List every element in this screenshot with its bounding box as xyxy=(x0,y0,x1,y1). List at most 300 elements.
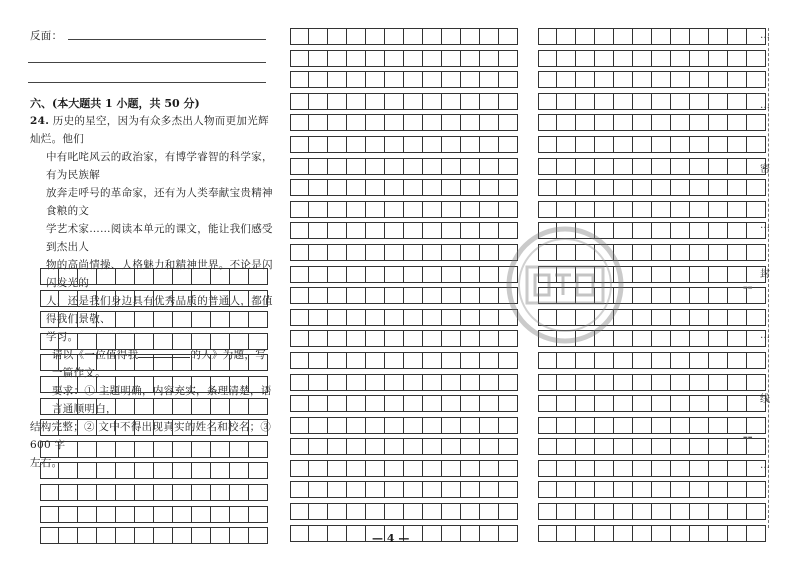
grid-cell[interactable] xyxy=(595,71,614,88)
grid-cell[interactable] xyxy=(633,222,652,239)
grid-cell[interactable] xyxy=(423,222,442,239)
grid-cell[interactable] xyxy=(442,50,461,67)
grid-cell[interactable] xyxy=(747,503,766,520)
grid-cell[interactable] xyxy=(366,244,385,261)
grid-cell[interactable] xyxy=(442,352,461,369)
grid-cell[interactable] xyxy=(557,503,576,520)
grid-cell[interactable] xyxy=(290,71,309,88)
grid-cell[interactable] xyxy=(97,354,116,371)
grid-cell[interactable] xyxy=(538,352,557,369)
grid-cell[interactable] xyxy=(328,201,347,218)
grid-cell[interactable] xyxy=(652,287,671,304)
grid-cell[interactable] xyxy=(366,114,385,131)
grid-cell[interactable] xyxy=(633,136,652,153)
grid-cell[interactable] xyxy=(557,201,576,218)
grid-cell[interactable] xyxy=(173,527,192,544)
grid-cell[interactable] xyxy=(614,158,633,175)
grid-cell[interactable] xyxy=(461,179,480,196)
grid-cell[interactable] xyxy=(747,71,766,88)
grid-cell[interactable] xyxy=(633,71,652,88)
grid-cell[interactable] xyxy=(192,354,211,371)
grid-cell[interactable] xyxy=(461,201,480,218)
grid-cell[interactable] xyxy=(309,93,328,110)
grid-cell[interactable] xyxy=(633,352,652,369)
grid-cell[interactable] xyxy=(557,438,576,455)
grid-cell[interactable] xyxy=(230,376,249,393)
grid-cell[interactable] xyxy=(671,287,690,304)
grid-cell[interactable] xyxy=(385,158,404,175)
grid-cell[interactable] xyxy=(442,525,461,542)
grid-cell[interactable] xyxy=(59,290,78,307)
grid-cell[interactable] xyxy=(404,158,423,175)
grid-cell[interactable] xyxy=(442,481,461,498)
grid-cell[interactable] xyxy=(385,50,404,67)
grid-cell[interactable] xyxy=(538,179,557,196)
grid-cell[interactable] xyxy=(366,28,385,45)
grid-cell[interactable] xyxy=(78,419,97,436)
grid-cell[interactable] xyxy=(480,158,499,175)
grid-cell[interactable] xyxy=(290,179,309,196)
grid-cell[interactable] xyxy=(423,158,442,175)
grid-cell[interactable] xyxy=(709,93,728,110)
grid-cell[interactable] xyxy=(404,330,423,347)
grid-cell[interactable] xyxy=(192,419,211,436)
grid-cell[interactable] xyxy=(173,311,192,328)
grid-cell[interactable] xyxy=(652,179,671,196)
grid-cell[interactable] xyxy=(78,527,97,544)
grid-cell[interactable] xyxy=(480,417,499,434)
grid-cell[interactable] xyxy=(328,352,347,369)
grid-cell[interactable] xyxy=(423,460,442,477)
grid-cell[interactable] xyxy=(40,268,59,285)
grid-cell[interactable] xyxy=(499,395,518,412)
grid-cell[interactable] xyxy=(671,460,690,477)
grid-cell[interactable] xyxy=(728,395,747,412)
grid-cell[interactable] xyxy=(173,333,192,350)
grid-cell[interactable] xyxy=(404,28,423,45)
grid-cell[interactable] xyxy=(290,50,309,67)
grid-cell[interactable] xyxy=(633,201,652,218)
grid-cell[interactable] xyxy=(480,438,499,455)
grid-cell[interactable] xyxy=(173,376,192,393)
grid-cell[interactable] xyxy=(652,266,671,283)
grid-cell[interactable] xyxy=(557,28,576,45)
grid-cell[interactable] xyxy=(423,93,442,110)
grid-cell[interactable] xyxy=(671,201,690,218)
grid-cell[interactable] xyxy=(230,441,249,458)
grid-cell[interactable] xyxy=(404,417,423,434)
answer-line[interactable] xyxy=(28,82,266,83)
grid-cell[interactable] xyxy=(192,484,211,501)
grid-cell[interactable] xyxy=(690,460,709,477)
grid-cell[interactable] xyxy=(309,525,328,542)
grid-cell[interactable] xyxy=(633,114,652,131)
grid-cell[interactable] xyxy=(595,158,614,175)
grid-cell[interactable] xyxy=(576,481,595,498)
grid-cell[interactable] xyxy=(347,525,366,542)
grid-cell[interactable] xyxy=(442,309,461,326)
grid-cell[interactable] xyxy=(347,244,366,261)
grid-cell[interactable] xyxy=(347,266,366,283)
grid-cell[interactable] xyxy=(366,158,385,175)
grid-cell[interactable] xyxy=(614,201,633,218)
grid-cell[interactable] xyxy=(135,311,154,328)
grid-cell[interactable] xyxy=(728,71,747,88)
grid-cell[interactable] xyxy=(709,395,728,412)
grid-cell[interactable] xyxy=(290,503,309,520)
grid-cell[interactable] xyxy=(211,354,230,371)
grid-cell[interactable] xyxy=(347,201,366,218)
grid-cell[interactable] xyxy=(480,309,499,326)
grid-cell[interactable] xyxy=(404,244,423,261)
grid-cell[interactable] xyxy=(309,309,328,326)
grid-cell[interactable] xyxy=(690,287,709,304)
grid-cell[interactable] xyxy=(499,71,518,88)
grid-cell[interactable] xyxy=(135,333,154,350)
grid-cell[interactable] xyxy=(576,503,595,520)
grid-cell[interactable] xyxy=(135,462,154,479)
grid-cell[interactable] xyxy=(480,50,499,67)
grid-cell[interactable] xyxy=(652,93,671,110)
grid-cell[interactable] xyxy=(633,503,652,520)
grid-cell[interactable] xyxy=(595,395,614,412)
grid-cell[interactable] xyxy=(154,462,173,479)
grid-cell[interactable] xyxy=(557,525,576,542)
grid-cell[interactable] xyxy=(709,244,728,261)
grid-cell[interactable] xyxy=(442,374,461,391)
grid-cell[interactable] xyxy=(652,50,671,67)
grid-cell[interactable] xyxy=(309,201,328,218)
grid-cell[interactable] xyxy=(135,398,154,415)
grid-cell[interactable] xyxy=(690,93,709,110)
grid-cell[interactable] xyxy=(728,158,747,175)
grid-cell[interactable] xyxy=(557,417,576,434)
grid-cell[interactable] xyxy=(309,330,328,347)
grid-cell[interactable] xyxy=(671,503,690,520)
grid-cell[interactable] xyxy=(633,309,652,326)
grid-cell[interactable] xyxy=(690,28,709,45)
grid-cell[interactable] xyxy=(97,527,116,544)
grid-cell[interactable] xyxy=(728,244,747,261)
grid-cell[interactable] xyxy=(40,333,59,350)
grid-cell[interactable] xyxy=(404,222,423,239)
grid-cell[interactable] xyxy=(290,352,309,369)
grid-cell[interactable] xyxy=(366,330,385,347)
grid-cell[interactable] xyxy=(385,374,404,391)
grid-cell[interactable] xyxy=(709,352,728,369)
grid-cell[interactable] xyxy=(328,93,347,110)
grid-cell[interactable] xyxy=(328,136,347,153)
grid-cell[interactable] xyxy=(442,136,461,153)
grid-cell[interactable] xyxy=(211,419,230,436)
grid-cell[interactable] xyxy=(595,93,614,110)
grid-cell[interactable] xyxy=(652,114,671,131)
grid-cell[interactable] xyxy=(614,395,633,412)
grid-cell[interactable] xyxy=(328,114,347,131)
grid-cell[interactable] xyxy=(709,71,728,88)
writing-grid-middle[interactable] xyxy=(290,28,518,542)
grid-cell[interactable] xyxy=(633,28,652,45)
grid-cell[interactable] xyxy=(461,503,480,520)
grid-cell[interactable] xyxy=(652,28,671,45)
grid-cell[interactable] xyxy=(671,309,690,326)
grid-cell[interactable] xyxy=(97,462,116,479)
grid-cell[interactable] xyxy=(347,330,366,347)
grid-cell[interactable] xyxy=(747,309,766,326)
grid-cell[interactable] xyxy=(690,438,709,455)
grid-cell[interactable] xyxy=(423,481,442,498)
grid-cell[interactable] xyxy=(423,374,442,391)
grid-cell[interactable] xyxy=(385,352,404,369)
grid-cell[interactable] xyxy=(59,462,78,479)
grid-cell[interactable] xyxy=(230,268,249,285)
grid-cell[interactable] xyxy=(499,330,518,347)
grid-cell[interactable] xyxy=(633,525,652,542)
grid-cell[interactable] xyxy=(211,290,230,307)
grid-cell[interactable] xyxy=(366,287,385,304)
grid-cell[interactable] xyxy=(690,244,709,261)
grid-cell[interactable] xyxy=(480,330,499,347)
grid-cell[interactable] xyxy=(538,525,557,542)
grid-cell[interactable] xyxy=(347,158,366,175)
grid-cell[interactable] xyxy=(709,503,728,520)
grid-cell[interactable] xyxy=(538,374,557,391)
grid-cell[interactable] xyxy=(59,376,78,393)
grid-cell[interactable] xyxy=(347,222,366,239)
grid-cell[interactable] xyxy=(309,50,328,67)
grid-cell[interactable] xyxy=(576,438,595,455)
grid-cell[interactable] xyxy=(480,525,499,542)
grid-cell[interactable] xyxy=(538,481,557,498)
grid-cell[interactable] xyxy=(211,268,230,285)
grid-cell[interactable] xyxy=(557,374,576,391)
grid-cell[interactable] xyxy=(461,93,480,110)
grid-cell[interactable] xyxy=(652,309,671,326)
grid-cell[interactable] xyxy=(614,179,633,196)
grid-cell[interactable] xyxy=(652,201,671,218)
grid-cell[interactable] xyxy=(423,244,442,261)
grid-cell[interactable] xyxy=(249,354,268,371)
grid-cell[interactable] xyxy=(249,333,268,350)
grid-cell[interactable] xyxy=(480,460,499,477)
grid-cell[interactable] xyxy=(328,330,347,347)
grid-cell[interactable] xyxy=(423,503,442,520)
grid-cell[interactable] xyxy=(709,266,728,283)
grid-cell[interactable] xyxy=(192,527,211,544)
grid-cell[interactable] xyxy=(290,158,309,175)
grid-cell[interactable] xyxy=(461,481,480,498)
grid-cell[interactable] xyxy=(709,287,728,304)
grid-cell[interactable] xyxy=(671,28,690,45)
grid-cell[interactable] xyxy=(747,352,766,369)
grid-cell[interactable] xyxy=(480,28,499,45)
grid-cell[interactable] xyxy=(211,398,230,415)
grid-cell[interactable] xyxy=(652,158,671,175)
grid-cell[interactable] xyxy=(404,93,423,110)
grid-cell[interactable] xyxy=(116,506,135,523)
grid-cell[interactable] xyxy=(690,309,709,326)
grid-cell[interactable] xyxy=(385,136,404,153)
grid-cell[interactable] xyxy=(290,201,309,218)
grid-cell[interactable] xyxy=(116,311,135,328)
grid-cell[interactable] xyxy=(728,201,747,218)
grid-cell[interactable] xyxy=(652,136,671,153)
grid-cell[interactable] xyxy=(709,28,728,45)
grid-cell[interactable] xyxy=(442,330,461,347)
grid-cell[interactable] xyxy=(538,417,557,434)
grid-cell[interactable] xyxy=(614,114,633,131)
grid-cell[interactable] xyxy=(690,417,709,434)
grid-cell[interactable] xyxy=(328,179,347,196)
grid-cell[interactable] xyxy=(671,136,690,153)
grid-cell[interactable] xyxy=(423,352,442,369)
grid-cell[interactable] xyxy=(480,201,499,218)
grid-cell[interactable] xyxy=(135,527,154,544)
grid-cell[interactable] xyxy=(652,503,671,520)
grid-cell[interactable] xyxy=(404,266,423,283)
grid-cell[interactable] xyxy=(728,460,747,477)
grid-cell[interactable] xyxy=(461,28,480,45)
grid-cell[interactable] xyxy=(442,287,461,304)
grid-cell[interactable] xyxy=(499,438,518,455)
grid-cell[interactable] xyxy=(614,374,633,391)
grid-cell[interactable] xyxy=(728,417,747,434)
grid-cell[interactable] xyxy=(347,374,366,391)
grid-cell[interactable] xyxy=(249,441,268,458)
grid-cell[interactable] xyxy=(633,417,652,434)
grid-cell[interactable] xyxy=(173,290,192,307)
grid-cell[interactable] xyxy=(290,417,309,434)
grid-cell[interactable] xyxy=(538,395,557,412)
grid-cell[interactable] xyxy=(461,71,480,88)
grid-cell[interactable] xyxy=(347,438,366,455)
grid-cell[interactable] xyxy=(249,462,268,479)
grid-cell[interactable] xyxy=(116,398,135,415)
grid-cell[interactable] xyxy=(557,114,576,131)
grid-cell[interactable] xyxy=(211,376,230,393)
grid-cell[interactable] xyxy=(461,330,480,347)
grid-cell[interactable] xyxy=(690,352,709,369)
grid-cell[interactable] xyxy=(309,460,328,477)
grid-cell[interactable] xyxy=(480,93,499,110)
grid-cell[interactable] xyxy=(309,158,328,175)
grid-cell[interactable] xyxy=(290,460,309,477)
grid-cell[interactable] xyxy=(633,438,652,455)
writing-grid-left[interactable] xyxy=(40,268,268,544)
grid-cell[interactable] xyxy=(480,114,499,131)
grid-cell[interactable] xyxy=(173,268,192,285)
grid-cell[interactable] xyxy=(480,179,499,196)
grid-cell[interactable] xyxy=(404,309,423,326)
grid-cell[interactable] xyxy=(154,506,173,523)
grid-cell[interactable] xyxy=(249,376,268,393)
grid-cell[interactable] xyxy=(461,395,480,412)
grid-cell[interactable] xyxy=(97,311,116,328)
grid-cell[interactable] xyxy=(366,352,385,369)
grid-cell[interactable] xyxy=(442,222,461,239)
grid-cell[interactable] xyxy=(652,352,671,369)
grid-cell[interactable] xyxy=(366,71,385,88)
grid-cell[interactable] xyxy=(211,527,230,544)
grid-cell[interactable] xyxy=(614,460,633,477)
grid-cell[interactable] xyxy=(576,28,595,45)
grid-cell[interactable] xyxy=(290,395,309,412)
grid-cell[interactable] xyxy=(211,333,230,350)
grid-cell[interactable] xyxy=(633,179,652,196)
grid-cell[interactable] xyxy=(671,395,690,412)
grid-cell[interactable] xyxy=(709,438,728,455)
grid-cell[interactable] xyxy=(461,244,480,261)
grid-cell[interactable] xyxy=(499,158,518,175)
grid-cell[interactable] xyxy=(595,374,614,391)
grid-cell[interactable] xyxy=(728,481,747,498)
grid-cell[interactable] xyxy=(366,201,385,218)
grid-cell[interactable] xyxy=(97,441,116,458)
grid-cell[interactable] xyxy=(404,287,423,304)
grid-cell[interactable] xyxy=(230,311,249,328)
grid-cell[interactable] xyxy=(652,460,671,477)
answer-line[interactable] xyxy=(28,62,266,63)
grid-cell[interactable] xyxy=(690,481,709,498)
grid-cell[interactable] xyxy=(404,503,423,520)
grid-cell[interactable] xyxy=(499,93,518,110)
grid-cell[interactable] xyxy=(404,374,423,391)
grid-cell[interactable] xyxy=(614,438,633,455)
grid-cell[interactable] xyxy=(499,460,518,477)
grid-cell[interactable] xyxy=(211,462,230,479)
grid-cell[interactable] xyxy=(614,222,633,239)
grid-cell[interactable] xyxy=(290,266,309,283)
grid-cell[interactable] xyxy=(557,395,576,412)
grid-cell[interactable] xyxy=(595,481,614,498)
grid-cell[interactable] xyxy=(690,222,709,239)
grid-cell[interactable] xyxy=(347,93,366,110)
grid-cell[interactable] xyxy=(309,395,328,412)
grid-cell[interactable] xyxy=(347,114,366,131)
grid-cell[interactable] xyxy=(59,398,78,415)
grid-cell[interactable] xyxy=(135,268,154,285)
grid-cell[interactable] xyxy=(709,136,728,153)
grid-cell[interactable] xyxy=(728,28,747,45)
grid-cell[interactable] xyxy=(309,71,328,88)
grid-cell[interactable] xyxy=(249,419,268,436)
grid-cell[interactable] xyxy=(690,330,709,347)
grid-cell[interactable] xyxy=(40,527,59,544)
grid-cell[interactable] xyxy=(78,290,97,307)
grid-cell[interactable] xyxy=(309,136,328,153)
grid-cell[interactable] xyxy=(595,352,614,369)
grid-cell[interactable] xyxy=(385,395,404,412)
grid-cell[interactable] xyxy=(404,352,423,369)
grid-cell[interactable] xyxy=(154,333,173,350)
grid-cell[interactable] xyxy=(78,333,97,350)
grid-cell[interactable] xyxy=(671,244,690,261)
grid-cell[interactable] xyxy=(249,398,268,415)
grid-cell[interactable] xyxy=(40,311,59,328)
grid-cell[interactable] xyxy=(614,330,633,347)
grid-cell[interactable] xyxy=(116,354,135,371)
grid-cell[interactable] xyxy=(249,290,268,307)
grid-cell[interactable] xyxy=(328,481,347,498)
grid-cell[interactable] xyxy=(347,395,366,412)
grid-cell[interactable] xyxy=(671,438,690,455)
grid-cell[interactable] xyxy=(309,244,328,261)
grid-cell[interactable] xyxy=(614,136,633,153)
grid-cell[interactable] xyxy=(461,266,480,283)
grid-cell[interactable] xyxy=(671,330,690,347)
grid-cell[interactable] xyxy=(576,352,595,369)
grid-cell[interactable] xyxy=(747,525,766,542)
